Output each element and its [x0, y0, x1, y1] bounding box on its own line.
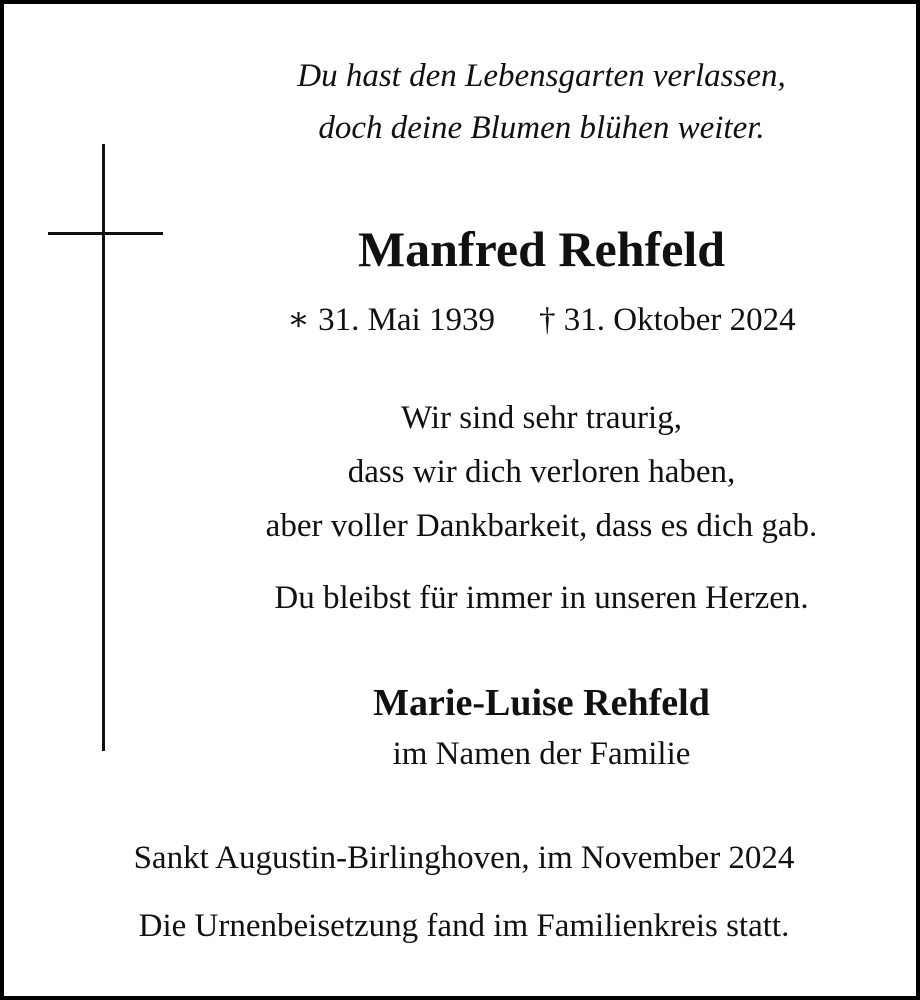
death-date: 31. Oktober 2024	[563, 302, 796, 338]
signer-subline: im Namen der Familie	[392, 736, 691, 772]
death-symbol: †	[538, 302, 556, 338]
burial-note: Die Urnenbeisetzung fand im Familienkreis statt.	[138, 908, 790, 944]
life-dates	[184, 304, 899, 337]
cross-symbol-horizontal	[48, 232, 163, 235]
message-line-4: Du bleibst für immer in unseren Herzen.	[274, 580, 809, 616]
deceased-name: Manfred Rehfeld	[357, 221, 726, 277]
quote-line-2: doch deine Blumen blühen weiter.	[318, 110, 765, 146]
message-line-1: Wir sind sehr traurig,	[401, 400, 682, 436]
signer-name: Marie-Luise Rehfeld	[373, 682, 710, 724]
birth-date: 31. Mai 1939	[318, 302, 495, 338]
place-date: Sankt Augustin-Birlinghoven, im November 2024	[133, 840, 795, 876]
birth-symbol: ∗	[287, 302, 310, 338]
message-line-2: dass wir dich verloren haben,	[347, 454, 736, 490]
cross-symbol-vertical	[102, 144, 105, 751]
quote-line-1: Du hast den Lebensgarten verlassen,	[297, 58, 786, 94]
message-line-3: aber voller Dankbarkeit, dass es dich gab.	[265, 508, 818, 544]
